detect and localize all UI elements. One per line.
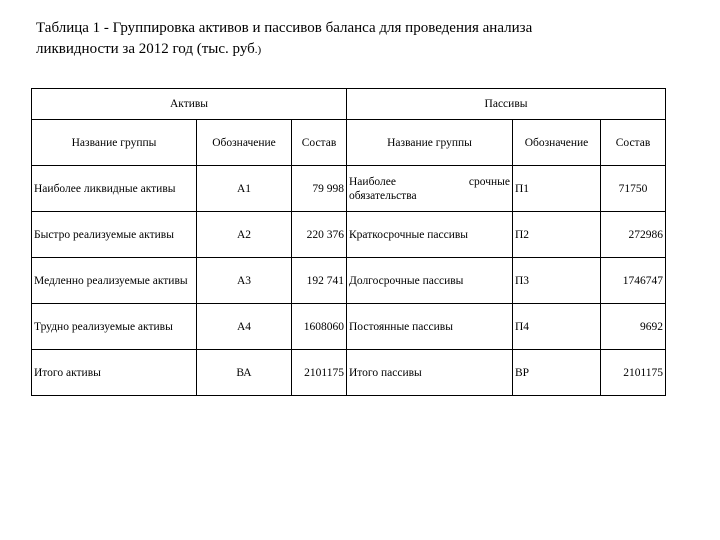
liab-value-cell: 9692: [601, 304, 666, 350]
header-liab-group: Название группы: [347, 120, 513, 166]
table-caption: [36, 18, 636, 61]
asset-code-cell: А4: [197, 304, 292, 350]
asset-code-cell: А2: [197, 212, 292, 258]
caption-line-2: [36, 39, 636, 61]
asset-group-cell: Медленно реализуемые активы: [32, 258, 197, 304]
liabilities-group-header: Пассивы: [347, 89, 666, 120]
caption-line-2-tail: .): [254, 44, 262, 56]
asset-code-cell: А3: [197, 258, 292, 304]
liab-group-cell: Постоянные пассивы: [347, 304, 513, 350]
asset-value-cell: 1608060: [292, 304, 347, 350]
liab-value-cell: 71750: [601, 166, 666, 212]
liab-value-cell: 2101175: [601, 350, 666, 396]
header-asset-value: Состав: [292, 120, 347, 166]
header-liab-code: Обозначение: [513, 120, 601, 166]
liab-code-cell: П3: [513, 258, 601, 304]
assets-group-header: Активы: [32, 89, 347, 120]
liab-value-cell: 272986: [601, 212, 666, 258]
liab-group-first-line: [349, 175, 510, 189]
liab-group-part-3: обязательства: [349, 189, 417, 202]
asset-code-cell: ВА: [197, 350, 292, 396]
header-asset-code: Обозначение: [197, 120, 292, 166]
asset-group-cell: Трудно реализуемые активы: [32, 304, 197, 350]
liab-value-cell: 1746747: [601, 258, 666, 304]
asset-group-cell: Быстро реализуемые активы: [32, 212, 197, 258]
liab-code-cell: ВР: [513, 350, 601, 396]
caption-line-2-text: ликвидности за 2012 год (тыс. руб: [36, 41, 255, 57]
balance-liquidity-table: [31, 88, 666, 396]
liab-group-cell: Долгосрочные пассивы: [347, 258, 513, 304]
liab-group-part-2: срочные: [468, 175, 510, 188]
table-row: [32, 212, 666, 258]
liab-group-cell: [347, 166, 513, 212]
asset-value-cell: 220 376: [292, 212, 347, 258]
header-asset-group: Название группы: [32, 120, 197, 166]
table-row: [32, 304, 666, 350]
table-row: [32, 258, 666, 304]
asset-value-cell: 79 998: [292, 166, 347, 212]
column-header-row: [32, 120, 666, 166]
table-row-total: [32, 350, 666, 396]
asset-group-cell: Итого активы: [32, 350, 197, 396]
liab-group-part-1: Наиболее: [349, 175, 396, 188]
liab-group-cell: Итого пассивы: [347, 350, 513, 396]
table-row: [32, 166, 666, 212]
liab-group-cell: Краткосрочные пассивы: [347, 212, 513, 258]
group-header-row: [32, 89, 666, 120]
asset-value-cell: 2101175: [292, 350, 347, 396]
liab-code-cell: П4: [513, 304, 601, 350]
liab-code-cell: П2: [513, 212, 601, 258]
caption-line-1: Таблица 1 - Группировка активов и пассивов баланса для проведения анализа: [36, 20, 533, 36]
asset-code-cell: А1: [197, 166, 292, 212]
asset-value-cell: 192 741: [292, 258, 347, 304]
asset-group-cell: Наиболее ликвидные активы: [32, 166, 197, 212]
liab-code-cell: П1: [513, 166, 601, 212]
header-liab-value: Состав: [601, 120, 666, 166]
